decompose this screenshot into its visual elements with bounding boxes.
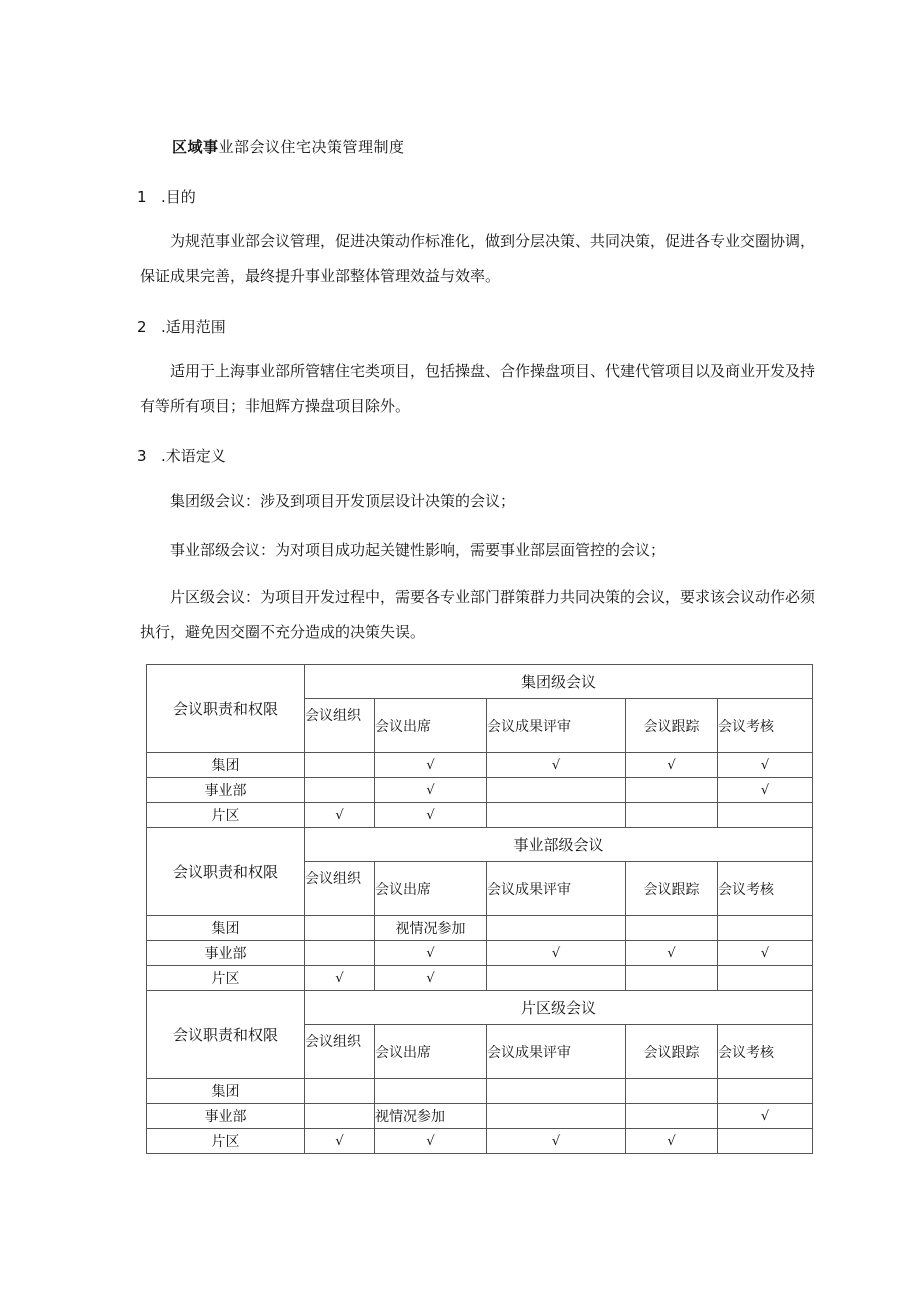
table-row xyxy=(147,803,813,828)
table-cell xyxy=(487,916,626,941)
column-header: 会议跟踪 xyxy=(626,1025,718,1079)
column-header: 会议出席 xyxy=(375,699,487,753)
table-cell xyxy=(305,941,375,966)
table-cell xyxy=(626,778,718,803)
table-cell xyxy=(626,1104,718,1129)
check-mark-cell: √ xyxy=(718,778,813,803)
table-cell xyxy=(305,916,375,941)
section-heading-scope xyxy=(137,316,226,337)
table-body xyxy=(147,665,813,1154)
table-cell xyxy=(718,1079,813,1104)
table-cell xyxy=(487,1079,626,1104)
check-mark-cell: √ xyxy=(375,778,487,803)
table-cell xyxy=(305,778,375,803)
table-cell xyxy=(718,916,813,941)
group-title-cell: 集团级会议 xyxy=(305,665,813,699)
paragraph-def-district: 片区级会议：为项目开发过程中，需要各专业部门群策群力共同决策的会议，要求该会议动作必须执行，避免因交圈不充分造成的决策失误。 xyxy=(140,588,816,641)
check-mark-cell: √ xyxy=(718,753,813,778)
check-mark-cell: √ xyxy=(626,1129,718,1154)
table-cell: 视情况参加 xyxy=(375,916,487,941)
check-mark-cell: √ xyxy=(375,1129,487,1154)
table-row xyxy=(147,753,813,778)
row-label: 集团 xyxy=(147,753,305,778)
column-header: 会议成果评审 xyxy=(487,699,626,753)
check-mark-cell: √ xyxy=(718,1104,813,1129)
section-number: 1 xyxy=(137,188,147,206)
table-cell xyxy=(487,778,626,803)
table-cell xyxy=(626,1079,718,1104)
row-label: 片区 xyxy=(147,1129,305,1154)
table-cell: 视情况参加 xyxy=(375,1104,487,1129)
table-cell xyxy=(375,1079,487,1104)
table-cell xyxy=(626,916,718,941)
column-header: 会议成果评审 xyxy=(487,1025,626,1079)
table-row xyxy=(147,941,813,966)
title-bold-part: 区域事 xyxy=(172,138,219,156)
row-label: 集团 xyxy=(147,1079,305,1104)
document-title xyxy=(172,136,405,157)
column-header: 会议考核 xyxy=(718,862,813,916)
group-header-row xyxy=(147,828,813,862)
group-header-row xyxy=(147,991,813,1025)
table-cell xyxy=(487,1104,626,1129)
row-label: 事业部 xyxy=(147,1104,305,1129)
table-cell xyxy=(305,1104,375,1129)
section-heading-purpose xyxy=(137,186,196,207)
check-mark-cell: √ xyxy=(487,941,626,966)
column-header: 会议考核 xyxy=(718,699,813,753)
column-header: 会议出席 xyxy=(375,1025,487,1079)
table-cell xyxy=(487,966,626,991)
paragraph-purpose: 为规范事业部会议管理，促进决策动作标准化，做到分层决策、共同决策，促进各专业交圈协调，保证成果完善，最终提升事业部整体管理效益与效率。 xyxy=(140,232,816,285)
table-row xyxy=(147,1079,813,1104)
check-mark-cell: √ xyxy=(487,1129,626,1154)
check-mark-cell: √ xyxy=(718,941,813,966)
check-mark-cell: √ xyxy=(375,941,487,966)
table-row xyxy=(147,916,813,941)
column-header: 会议组织 xyxy=(305,699,375,753)
check-mark-cell: √ xyxy=(305,803,375,828)
row-label: 事业部 xyxy=(147,941,305,966)
table-row xyxy=(147,1104,813,1129)
check-mark-cell: √ xyxy=(375,803,487,828)
role-label-cell: 会议职责和权限 xyxy=(147,665,305,753)
section-heading-definitions xyxy=(137,445,226,466)
check-mark-cell: √ xyxy=(626,941,718,966)
check-mark-cell: √ xyxy=(305,966,375,991)
column-header: 会议跟踪 xyxy=(626,862,718,916)
check-mark-cell: √ xyxy=(375,966,487,991)
column-header: 会议考核 xyxy=(718,1025,813,1079)
column-header: 会议组织 xyxy=(305,862,375,916)
row-label: 集团 xyxy=(147,916,305,941)
table-cell xyxy=(718,966,813,991)
table-row xyxy=(147,1129,813,1154)
role-label-cell: 会议职责和权限 xyxy=(147,828,305,916)
table-cell xyxy=(718,1129,813,1154)
table-cell xyxy=(626,803,718,828)
section-label: .目的 xyxy=(161,188,196,206)
table-cell xyxy=(305,753,375,778)
check-mark-cell: √ xyxy=(626,753,718,778)
section-label: .术语定义 xyxy=(161,447,226,465)
column-header: 会议组织 xyxy=(305,1025,375,1079)
column-header: 会议出席 xyxy=(375,862,487,916)
check-mark-cell: √ xyxy=(487,753,626,778)
check-mark-cell: √ xyxy=(375,753,487,778)
meeting-responsibility-table xyxy=(146,664,813,1154)
row-label: 片区 xyxy=(147,966,305,991)
paragraph-def-group: 集团级会议：涉及到项目开发顶层设计决策的会议； xyxy=(170,492,516,510)
title-rest-part: 业部会议住宅决策管理制度 xyxy=(218,138,405,156)
section-number: 2 xyxy=(137,318,147,336)
check-mark-cell: √ xyxy=(305,1129,375,1154)
table-cell xyxy=(718,803,813,828)
paragraph-def-bu: 事业部级会议：为对项目成功起关键性影响，需要事业部层面管控的会议； xyxy=(170,541,666,559)
table-row xyxy=(147,778,813,803)
table-cell xyxy=(626,966,718,991)
section-label: .适用范围 xyxy=(161,318,226,336)
column-header: 会议成果评审 xyxy=(487,862,626,916)
row-label: 片区 xyxy=(147,803,305,828)
table-row xyxy=(147,966,813,991)
column-header: 会议跟踪 xyxy=(626,699,718,753)
table-cell xyxy=(487,803,626,828)
group-header-row xyxy=(147,665,813,699)
group-title-cell: 事业部级会议 xyxy=(305,828,813,862)
section-number: 3 xyxy=(137,447,147,465)
role-label-cell: 会议职责和权限 xyxy=(147,991,305,1079)
group-title-cell: 片区级会议 xyxy=(305,991,813,1025)
table-cell xyxy=(305,1079,375,1104)
row-label: 事业部 xyxy=(147,778,305,803)
paragraph-scope: 适用于上海事业部所管辖住宅类项目，包括操盘、合作操盘项目、代建代管项目以及商业开发及持有等所有项目；非旭辉方操盘项目除外。 xyxy=(140,362,816,415)
